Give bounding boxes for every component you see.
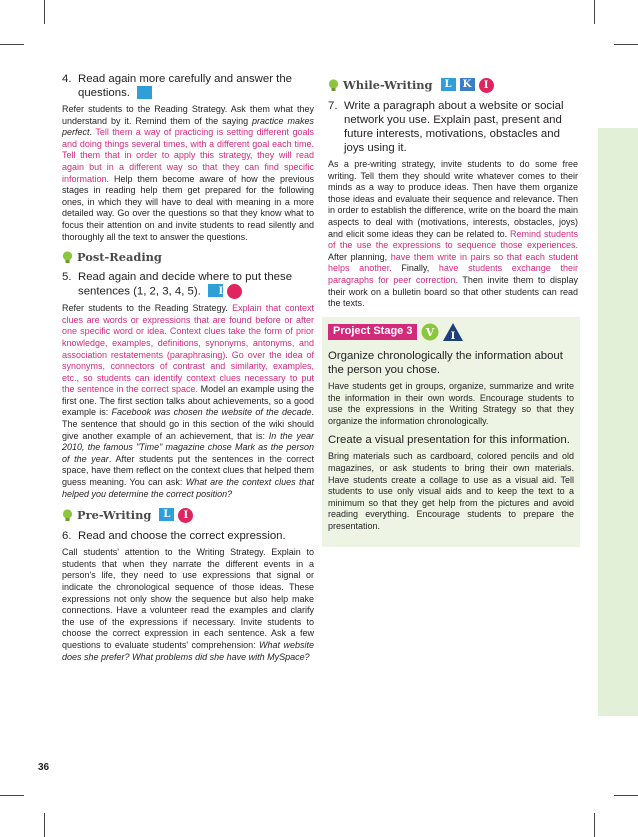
right-column	[328, 78, 578, 316]
question-5: 5. Read again and decide where to put these sentences (1, 2, 3, 4, 5). L	[62, 271, 293, 298]
crop-mark	[614, 44, 638, 45]
svg-text:V: V	[426, 326, 435, 339]
question-4: 4. Read again more carefully and answer the questions. L	[62, 73, 293, 99]
listening-badge-icon: L	[208, 284, 223, 297]
project-stage-box	[322, 317, 580, 547]
interaction-badge-icon: I	[479, 78, 494, 93]
crop-mark	[0, 44, 24, 45]
project-stage-header	[328, 323, 574, 341]
crop-mark	[614, 795, 638, 796]
interaction-badge-icon: I	[178, 508, 193, 523]
crop-mark	[44, 813, 45, 837]
listening-badge-icon: L	[441, 78, 456, 91]
interaction-triangle-icon	[443, 323, 463, 341]
side-color-bar	[598, 128, 638, 716]
interaction-badge-icon	[227, 284, 242, 299]
question-6-instructions: Call students' attention to the Writing Strategy. Explain to students that when they narrate the different events in a person's life, they need to use expressions that signal or indicate the chronological sequence of those ideas. These expressions not only show the sequence but also help make connections. Have a volunteer read the examples and clarify the use of the expressions if necessary. Invite students to choose the correct expression in each sentence. Ask a few questions to evaluate students' comprehension: What website does she prefer? What problems did she have with MySpace?	[62, 547, 314, 662]
question-5-instructions: Refer students to the Reading Strategy. Explain that context clues are words or expressions that are found before or after one specific word or idea. Context clues take the form of prior knowledge, examples, definitions, synonyms, antonyms, and association restatements (paraphrasing). Go over the idea of synonyms, connectors of contrast and similarity, examples, etc., so students can identify context clues necessary to put the sentence in the correct space. Model an example using the first one. The first section talks about achievements, so a good example is: Facebook was chosen the website of the decade. The sentence that should go in this section of the wiki should give another example of an achievement, that is: In the year 2010, the famous "Time" magazine chose Mark as the person of the year. After students put the sentences in the correct space, have them reflect on the context clues that helped them guess meaning. You can ask: What are the context clues that helped you determine the correct position?	[62, 303, 315, 499]
while-writing-heading: While-Writing L K I	[328, 78, 578, 93]
crop-mark	[0, 795, 24, 796]
post-reading-heading: Post-Reading	[62, 251, 314, 264]
question-7: 7. Write a paragraph about a website or social network you use. Explain past, present and future interests, motivations, obstacles and joys using it.	[328, 100, 564, 154]
page-number: 36	[38, 762, 50, 773]
svg-text:I: I	[451, 331, 456, 341]
visual-badge-icon	[421, 323, 439, 341]
crop-mark	[44, 0, 45, 24]
pre-writing-heading: Pre-Writing L I	[62, 508, 314, 523]
lightbulb-icon	[62, 509, 73, 522]
question-7-instructions: As a pre-writing strategy, invite students to do some free writing. Tell them they should write whatever comes to their minds as a way to produce ideas. Then have them organize those ideas and evaluate their sequence and relevance. Then in order to establish the difference, write on the board the main aspects to deal with (motivations, interests, obstacles, joys) and elicit some ideas they can be related to. Remind students of the use the expressions to sequence those experiences. After planning, have them write in pairs so that each student helps another. Finally, have students exchange their paragraphs for peer correction. Then invite them to display their work on a bulletin board so that other students can read the texts.	[328, 159, 578, 309]
lightbulb-icon	[62, 251, 73, 264]
listening-badge-icon: L	[159, 508, 174, 521]
lightbulb-icon	[328, 79, 339, 92]
project-item-2-text: Bring materials such as cardboard, colored pencils and old magazines, or ask students to bring their own materials. Have students create a collage to use as a visual aid. Tell students to use only visual aids and to keep the text to a minimum so that they get help from the pictures and avoid reading everything. Encourage students to prepare the presentation.	[328, 451, 574, 531]
listening-badge-icon: L	[137, 86, 152, 99]
crop-mark	[594, 813, 595, 837]
crop-mark	[594, 0, 595, 24]
project-item-1-text: Have students get in groups, organize, summarize and write the information in their own words. Encourage students to use the expressions in the Writing Strategy so that they organize the information chronologically.	[328, 381, 574, 426]
question-4-instructions: Refer students to the Reading Strategy. Ask them what they understand by it. Remind them of the saying practice makes perfect. Tell them a way of practicing is setting different goals and doing things several times, with a different goal each time. Tell them that in order to apply this strategy, they will read again but in a different way so that they can find specific information. Help them become aware of how the previous stages in reading help them get prepared for the following ones, in which they will have to deal with meaning in a more detailed way. Go over the questions so that they know what to focus their attention on and invite students to read silently and thoroughly all the text to answer the questions.	[62, 104, 314, 242]
left-column	[62, 72, 314, 669]
project-item-1-title: Organize chronologically the information about the person you chose.	[328, 350, 563, 376]
question-6: 6. Read and choose the correct expression.	[62, 530, 286, 543]
project-item-2-title: Create a visual presentation for this information.	[328, 434, 570, 447]
project-stage-label: Project Stage 3	[328, 324, 417, 340]
knowledge-badge-icon: K	[460, 78, 475, 91]
